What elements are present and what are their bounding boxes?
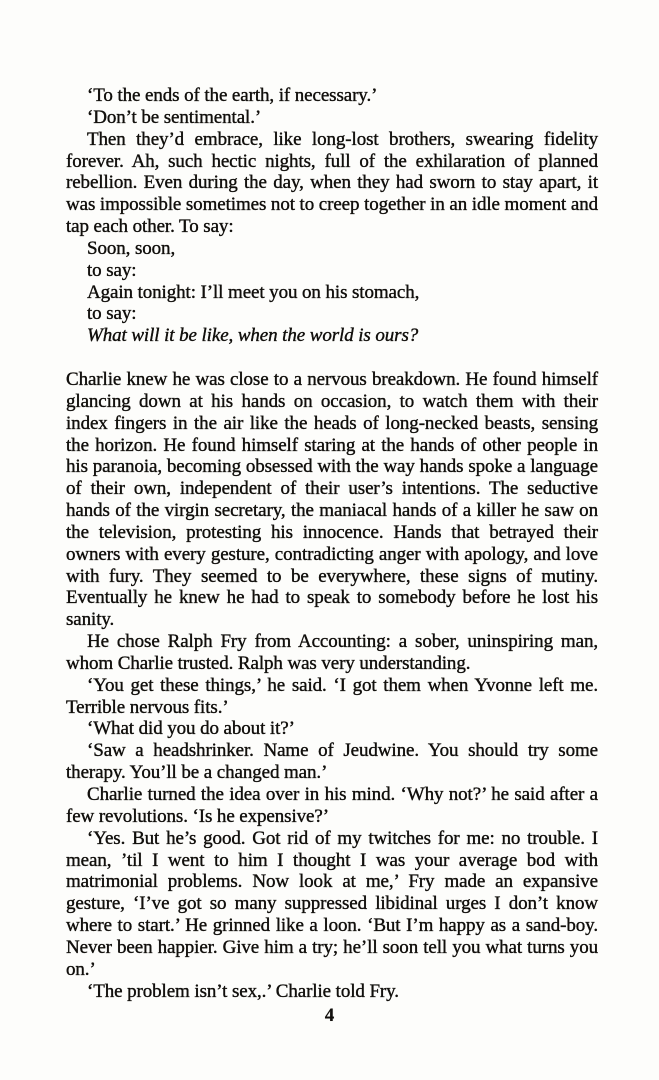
paragraph: ‘You get these things,’ he said. ‘I got them when Yvonne left me. Terrible nervous fits.’ — [66, 674, 598, 718]
paragraph: ‘Yes. But he’s good. Got rid of my twitches for me: no trouble. I mean, ’til I went to him I thought I was your average bod with matrimonial problems. Now look at me,’ Fry made an expansive gesture, ‘I’ve got so many suppressed libidinal urges I don’t know where to start.’ He grinned like a loon. ‘But I’m happy as a sand-boy. Never been happier. Give him a try; he’ll soon tell you what turns you on.’ — [66, 827, 598, 980]
paragraph: Then they’d embrace, like long-lost brothers, swearing fidelity forever. Ah, such hectic nights, full of the exhilaration of planned rebellion. Even during the day, when they had sworn to stay apart, it was impossible sometimes not to creep together in an idle moment and tap each other. To say: — [66, 128, 598, 238]
paragraph: Again tonight: I’ll meet you on his stomach, — [87, 281, 420, 303]
paragraph: ‘The problem isn’t sex,.’ Charlie told Fry. — [87, 980, 399, 1002]
paragraph: He chose Ralph Fry from Accounting: a sober, uninspiring man, whom Charlie trusted. Ralph was very understanding. — [66, 631, 598, 674]
paragraph: What will it be like, when the world is ours? — [87, 325, 419, 347]
page-text — [66, 85, 598, 1002]
paragraph: ‘Don’t be sentimental.’ — [87, 106, 262, 128]
paragraph: Charlie turned the idea over in his mind. ‘Why not?’ he said after a few revolutions. ‘Is he expensive?’ — [66, 784, 598, 827]
paragraph: ‘What did you do about it?’ — [87, 718, 295, 740]
paragraph: to say: — [87, 303, 137, 325]
page-number: 4 — [324, 1005, 335, 1026]
paragraph: ‘To the ends of the earth, if necessary.’ — [87, 85, 378, 106]
paragraph: to say: — [87, 259, 137, 281]
paragraph: Soon, soon, — [87, 237, 176, 259]
paragraph: ‘Saw a headshrinker. Name of Jeudwine. You should try some therapy. You’ll be a changed man.’ — [66, 740, 598, 784]
paragraph: Charlie knew he was close to a nervous breakdown. He found himself glancing down at his hands on occasion, to watch them with their index fingers in the air like the heads of long-necked beasts, sensing the horizon. He found himself staring at the hands of other people in his paranoia, becoming obsessed with the way hands spoke a language of their own, independent of their user’s intentions. The seductive hands of the virgin secretary, the maniacal hands of a killer he saw on the television, protesting his innocence. Hands that betrayed their owners with every gesture, contradicting anger with apology, and love with fury. They seemed to be everywhere, these signs of mutiny. Eventually he knew he had to speak to somebody before he lost his sanity. — [66, 368, 598, 631]
